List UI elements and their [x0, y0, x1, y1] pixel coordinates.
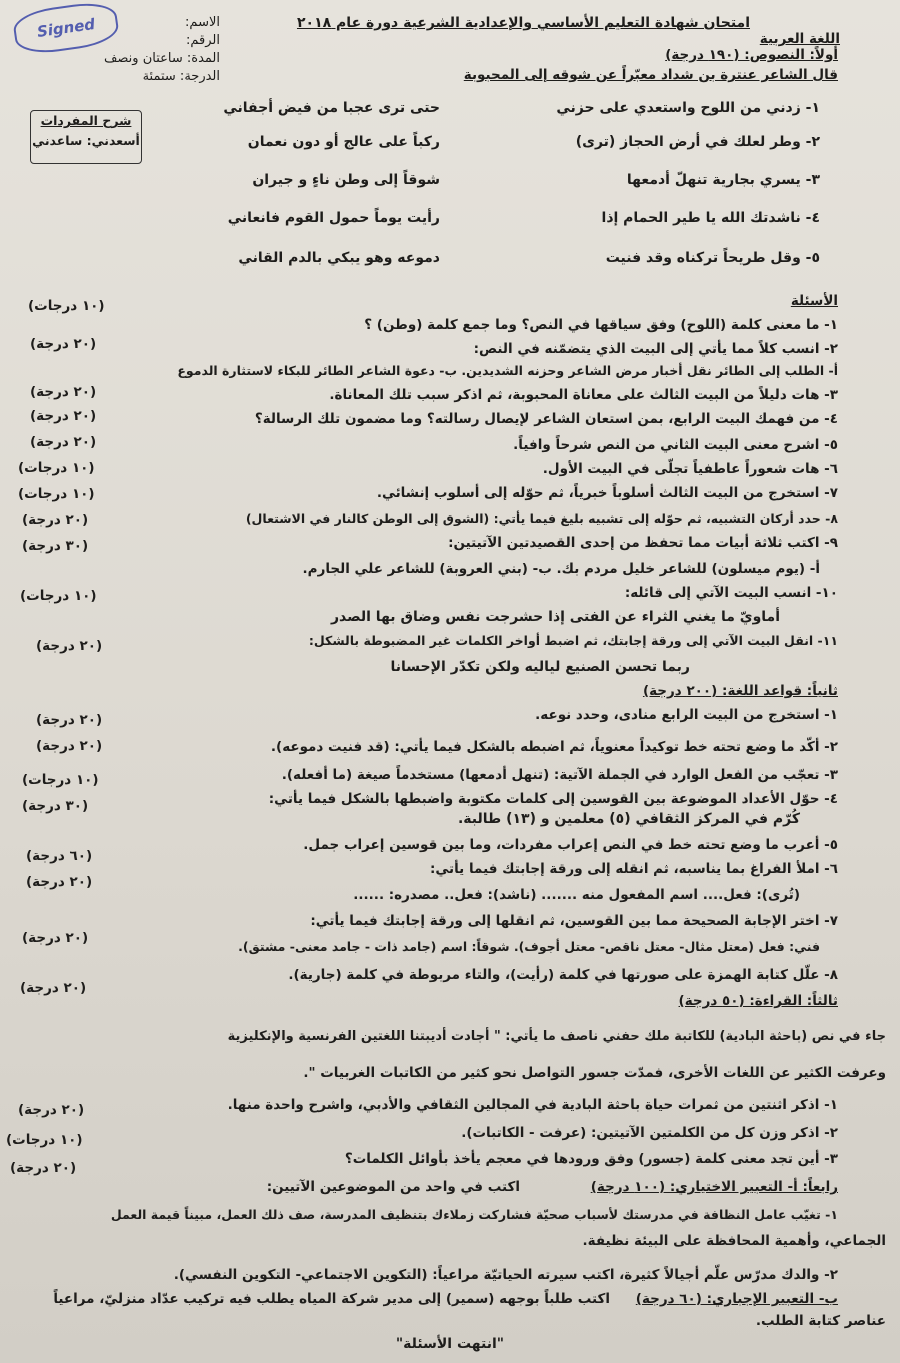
- section4b-task-line-2: عناصر كتابة الطلب.: [755, 1313, 886, 1329]
- verse-2-right: ٢- وطر لعلك في أرض الحجاز (ترى): [575, 134, 820, 150]
- verse-5-right: ٥- وقل طريحاً تركناه وقد فنيت: [605, 250, 820, 266]
- topic1-line-2: الجماعي، وأهمية المحافظة على البيئة نظيفة.: [582, 1233, 886, 1249]
- r1: ١- اذكر اثنتين من ثمرات حياة باحثة البادية في المجالين الثقافي والأدبي، واشرح واحدة منها.: [227, 1097, 838, 1113]
- section4a-title: رابعاً: أ- التعبير الاختياري: (١٠٠ درجة): [590, 1179, 838, 1195]
- vocabulary-title: شرح المفردات: [40, 113, 132, 128]
- g4-mark: (٣٠ درجة): [22, 798, 89, 814]
- section3-title: ثالثاً: القراءة: (٥٠ درجة): [678, 993, 838, 1009]
- g3: ٣- تعجّب من الفعل الوارد في الجملة الآتية: (تنهل أدمعها) مستخدماً صيغة (ما أفعله).: [281, 767, 838, 783]
- section4a-instruction: اكتب في واحد من الموضوعين الآتيين:: [266, 1179, 520, 1195]
- q9: ٩- اكتب ثلاثة أبيات مما تحفظ من إحدى القصيدتين الآتيتين:: [448, 535, 838, 551]
- verse-1-left: حتى ترى عجبا من فيض أجفاني: [223, 100, 440, 116]
- section4b-task-line-1: اكتب طلباً بوجهه (سمير) إلى مدير شركة المياه يطلب فيه تركيب عدّاد منزليّ، مراعياً: [53, 1291, 610, 1307]
- r3: ٣- أين تجد معنى كلمة (جسور) وفق ورودها في معجم يأخذ بأوائل الكلمات؟: [344, 1151, 838, 1167]
- info-duration: المدة: ساعتان ونصف: [103, 51, 220, 66]
- signature-stamp: Signed: [11, 0, 120, 57]
- q9-options: أ- (يوم ميسلون) للشاعر خليل مردم بك. ب- (بني العروبة) للشاعر علي الجارم.: [302, 561, 820, 577]
- g2: ٢- أكّد ما وضع تحته خط توكيداً معنوياً، ثم اضبطه بالشكل فيما يأتي: (قد فنيت دموعه).: [270, 739, 838, 755]
- passage-line-1: جاء في نص (باحثة البادية) للكاتبة ملك حفني ناصف ما يأتي: " أجادت أديبتنا اللغتين الفرنسية والإنكليزية: [227, 1029, 886, 1044]
- q7-mark: (١٠ درجات): [18, 486, 95, 502]
- vocabulary-box: [30, 110, 142, 164]
- verse-4-left: رأيت يوماً حمول القوم فانعاني: [227, 210, 440, 226]
- q5: ٥- اشرح معنى البيت الثاني من النص شرحاً وافياً.: [513, 437, 838, 453]
- verse-5-left: دموعه وهو يبكي بالدم القاني: [238, 250, 440, 266]
- g2-mark: (٢٠ درجة): [36, 738, 103, 754]
- g4-sentence: كُرّم في المركز الثقافي (٥) معلمين و (١٣) طالبة.: [457, 811, 800, 827]
- section4b-title: ب- التعبير الإجباري: (٦٠ درجة): [635, 1291, 838, 1307]
- info-number: الرقم:: [186, 33, 220, 48]
- topic1-line-1: ١- تغيّب عامل النظافة في مدرستك لأسباب صحيّة فشاركت زملاءك بتنظيف المدرسة، صف ذلك العمل، مبيناً قيمة العمل: [110, 1207, 838, 1222]
- verse-3-left: شوقاً إلى وطن ناءٍ و جيران: [252, 172, 440, 188]
- g3-mark: (١٠ درجات): [22, 772, 99, 788]
- q10-mark: (١٠ درجات): [20, 588, 97, 604]
- g5-mark: (٦٠ درجة): [26, 848, 93, 864]
- q2: ٢- انسب كلاً مما يأتي إلى البيت الذي يتضمّنه في النص:: [473, 341, 838, 357]
- q4: ٤- من فهمك البيت الرابع، بمن استعان الشاعر لإيصال رسالته؟ وما مضمون تلك الرسالة؟: [254, 411, 838, 427]
- g1: ١- استخرج من البيت الرابع منادى، وحدد نوعه.: [535, 707, 838, 723]
- q1: ١- ما معنى كلمة (اللوح) وفق سياقها في النص؟ وما جمع كلمة (وطن) ؟: [364, 317, 838, 333]
- g6-mark: (٢٠ درجة): [26, 874, 93, 890]
- r3-mark: (٢٠ درجة): [10, 1160, 77, 1176]
- g8: ٨- علّل كتابة الهمزة على صورتها في كلمة (رأيت)، والتاء مربوطة في كلمة (جارية).: [288, 967, 838, 983]
- end-of-questions: "انتهت الأسئلة": [395, 1336, 505, 1352]
- questions-title: الأسئلة: [790, 293, 838, 309]
- info-name: الاسم:: [185, 15, 220, 30]
- q1-mark: (١٠ درجات): [28, 298, 105, 314]
- q3-mark: (٢٠ درجة): [30, 384, 97, 400]
- q10: ١٠- انسب البيت الآتي إلى قائله:: [624, 585, 838, 601]
- q5-mark: (٢٠ درجة): [30, 434, 97, 450]
- g6: ٦- املأ الفراغ بما يناسبه، ثم انقله إلى ورقة إجابتك فيما يأتي:: [429, 861, 838, 877]
- g7: ٧- اختر الإجابة الصحيحة مما بين القوسين، ثم انقلها إلى ورقة إجابتك فيما يأتي:: [310, 913, 838, 929]
- q6-mark: (١٠ درجات): [18, 460, 95, 476]
- subject-label: اللغة العربية: [759, 31, 840, 47]
- q9-mark: (٣٠ درجة): [22, 538, 89, 554]
- section1-title: أولاً: النصوص: (١٩٠ درجة): [665, 47, 838, 63]
- r2: ٢- اذكر وزن كل من الكلمتين الآتيتين: (عرفت - الكاتبات).: [461, 1125, 838, 1141]
- q10-verse: أماويّ ما يغني الثراء عن الفتى إذا حشرجت نفس وضاق بها الصدر: [330, 609, 780, 625]
- g8-mark: (٢٠ درجة): [20, 980, 87, 996]
- verse-4-right: ٤- ناشدتك الله يا طير الحمام إذا: [601, 210, 820, 226]
- info-grade: الدرجة: ستمئة: [142, 69, 220, 84]
- r1-mark: (٢٠ درجة): [18, 1102, 85, 1118]
- vocabulary-item: أسعدني: ساعدني: [32, 133, 140, 148]
- q7: ٧- استخرج من البيت الثالث أسلوباً خبرياً، ثم حوّله إلى أسلوب إنشائي.: [376, 485, 838, 501]
- g1-mark: (٢٠ درجة): [36, 712, 103, 728]
- g7-options: فني: فعل (معتل مثال- معتل ناقص- معتل أجوف). شوقاً: اسم (جامد ذات - جامد معنى- مشتق).: [238, 939, 820, 954]
- q11-mark: (٢٠ درجة): [36, 638, 103, 654]
- g4: ٤- حوّل الأعداد الموضوعة بين القوسين إلى كلمات مكتوبة واضبطها بالشكل فيما يأتي:: [268, 791, 838, 807]
- exam-info: [103, 14, 220, 86]
- q4-mark: (٢٠ درجة): [30, 408, 97, 424]
- q8: ٨- حدد أركان التشبيه، ثم حوّله إلى تشبيه بليغ فيما يأتي: (الشوق إلى الوطن كالنار في الاشتعال): [245, 511, 838, 526]
- verse-3-right: ٣- يسري بجارية تنهلّ أدمعها: [626, 172, 820, 188]
- g6-blanks: (تُرى): فعل.... اسم المفعول منه ....... (ناشد): فعل.. مصدره: ......: [353, 887, 800, 903]
- g5: ٥- أعرب ما وضع تحته خط في النص إعراب مفردات، وما بين قوسين إعراب جمل.: [303, 837, 838, 853]
- verse-1-right: ١- زدني من اللوح واستعدي على حزني: [556, 100, 820, 116]
- verse-2-left: ركباً على عالج أو دون نعمان: [247, 134, 440, 150]
- q11-verse: ربما تحسن الصنيع لياليه ولكن تكدّر الإحسانا: [390, 659, 690, 675]
- q6: ٦- هات شعوراً عاطفياً تجلّى في البيت الأول.: [542, 461, 838, 477]
- exam-title: امتحان شهادة التعليم الأساسي والإعدادية الشرعية دورة عام ٢٠١٨: [296, 15, 750, 31]
- g7-mark: (٢٠ درجة): [22, 930, 89, 946]
- r2-mark: (١٠ درجات): [6, 1132, 83, 1148]
- q3: ٣- هات دليلاً من البيت الثالث على معاناة المحبوبة، ثم اذكر سبب تلك المعاناة.: [329, 387, 838, 403]
- section2-title: ثانياً: قواعد اللغة: (٢٠٠ درجة): [642, 683, 838, 699]
- q2-mark: (٢٠ درجة): [30, 336, 97, 352]
- section1-intro: قال الشاعر عنترة بن شداد معبّراً عن شوقه إلى المحبوبة: [463, 67, 838, 83]
- passage-line-2: وعرفت الكثير عن اللغات الأخرى، فمدّت جسور التواصل نحو كثير من الكاتبات الغربيات ".: [303, 1065, 886, 1081]
- q11: ١١- انقل البيت الآتي إلى ورقة إجابتك، ثم اضبط أواخر الكلمات غير المضبوطة بالشكل:: [308, 633, 838, 648]
- q2-options: أ- الطلب إلى الطائر نقل أخبار مرض الشاعر وحزنه الشديدين. ب- دعوة الشاعر الطائر للبكاء لاستثارة الدموع: [177, 363, 838, 378]
- topic2: ٢- والدك مدرّس علّم أجيالاً كثيرة، اكتب سيرته الحياتيّة مراعياً: (التكوين الاجتماعي- التكوين النفسي).: [173, 1267, 838, 1283]
- q8-mark: (٢٠ درجة): [22, 512, 89, 528]
